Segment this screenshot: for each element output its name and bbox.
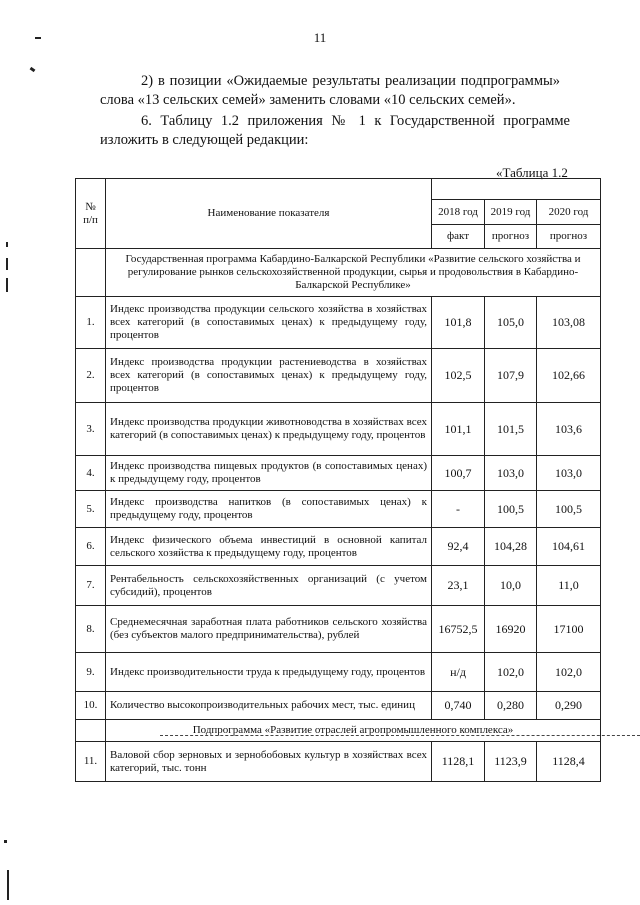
table-row	[76, 297, 601, 349]
header-kind-2019: прогноз	[485, 225, 537, 249]
row-number: 3.	[76, 403, 106, 456]
section-num-cell	[76, 249, 106, 297]
value-2018: 101,1	[432, 403, 485, 456]
row-number: 2.	[76, 349, 106, 403]
value-2019: 107,9	[485, 349, 537, 403]
section-row	[76, 249, 601, 297]
table-row	[76, 403, 601, 456]
header-year-2019: 2019 год	[485, 200, 537, 225]
value-2019: 10,0	[485, 566, 537, 606]
value-2020: 100,5	[537, 491, 601, 528]
value-2020: 104,61	[537, 528, 601, 566]
value-2018: н/д	[432, 653, 485, 692]
scan-mark	[7, 870, 9, 900]
value-2019: 102,0	[485, 653, 537, 692]
value-2018: 92,4	[432, 528, 485, 566]
table-row	[76, 692, 601, 720]
row-indicator-name: Индекс производства продукции сельского хозяйства в хозяйствах всех категорий (в сопоставимых ценах) к предыдущему году, процентов	[106, 297, 432, 349]
row-indicator-name: Рентабельность сельскохозяйственных организаций (с учетом субсидий), процентов	[106, 566, 432, 606]
value-2020: 102,0	[537, 653, 601, 692]
section-title: Государственная программа Кабардино-Балкарской Республики «Развитие сельского хозяйства и регулирование рынков сельскохозяйственной продукции, сырья и продовольствия в Кабардино-Балкарской Республике»	[106, 249, 601, 297]
value-2019: 105,0	[485, 297, 537, 349]
value-2020: 11,0	[537, 566, 601, 606]
header-name: Наименование показателя	[106, 179, 432, 249]
header-year-2018: 2018 год	[432, 200, 485, 225]
value-2020: 102,66	[537, 349, 601, 403]
row-number: 10.	[76, 692, 106, 720]
row-indicator-name: Индекс производительности труда к предыдущему году, процентов	[106, 653, 432, 692]
value-2019: 100,5	[485, 491, 537, 528]
value-2019: 101,5	[485, 403, 537, 456]
header-year-2020: 2020 год	[537, 200, 601, 225]
page-number: 11	[313, 30, 327, 45]
row-indicator-name: Среднемесячная заработная плата работников сельского хозяйства (без субъектов малого предпринимательства), рублей	[106, 606, 432, 653]
row-number: 11.	[76, 742, 106, 782]
value-2018: 16752,5	[432, 606, 485, 653]
row-number: 6.	[76, 528, 106, 566]
section-row	[76, 720, 601, 742]
paragraph-2: 6. Таблицу 1.2 приложения № 1 к Государственной программе изложить в следующей редакции:	[100, 113, 570, 148]
scan-mark	[6, 242, 8, 247]
value-2018: 23,1	[432, 566, 485, 606]
row-number: 5.	[76, 491, 106, 528]
value-2018: 101,8	[432, 297, 485, 349]
scan-mark	[30, 67, 36, 72]
row-indicator-name: Индекс производства продукции растениеводства в хозяйствах всех категорий (в сопоставимых ценах) к предыдущему году, процентов	[106, 349, 432, 403]
row-indicator-name: Валовой сбор зерновых и зернобобовых культур в хозяйствах всех категорий, тыс. тонн	[106, 742, 432, 782]
scan-mark	[6, 258, 8, 270]
scan-mark	[6, 278, 8, 292]
table-row	[76, 528, 601, 566]
value-2019: 16920	[485, 606, 537, 653]
indicators-table	[75, 178, 601, 782]
value-2020: 1128,4	[537, 742, 601, 782]
value-2020: 103,0	[537, 456, 601, 491]
table-row	[76, 606, 601, 653]
section-title: Подпрограмма «Развитие отраслей агропромышленного комплекса»	[106, 720, 601, 742]
scan-mark	[4, 840, 7, 843]
paragraph-1: 2) в позиции «Ожидаемые результаты реализации подпрограммы» слова «13 сельских семей» заменить словами «10 сельских семей».	[100, 73, 560, 108]
value-2018: 0,740	[432, 692, 485, 720]
section-num-cell	[76, 720, 106, 742]
header-kind-2020: прогноз	[537, 225, 601, 249]
value-2020: 0,290	[537, 692, 601, 720]
table-row	[76, 491, 601, 528]
row-number: 7.	[76, 566, 106, 606]
value-2020: 17100	[537, 606, 601, 653]
value-2020: 103,6	[537, 403, 601, 456]
header-num: № п/п	[76, 179, 106, 249]
value-2018: -	[432, 491, 485, 528]
row-indicator-name: Количество высокопроизводительных рабочих мест, тыс. единиц	[106, 692, 432, 720]
table-row	[76, 566, 601, 606]
value-2019: 104,28	[485, 528, 537, 566]
row-indicator-name: Индекс физического объема инвестиций в основной капитал сельского хозяйства к предыдущему году, процентов	[106, 528, 432, 566]
strike-line	[160, 735, 640, 736]
row-indicator-name: Индекс производства пищевых продуктов (в сопоставимых ценах) к предыдущему году, процентов	[106, 456, 432, 491]
table-row	[76, 653, 601, 692]
value-2019: 103,0	[485, 456, 537, 491]
row-number: 1.	[76, 297, 106, 349]
row-number: 9.	[76, 653, 106, 692]
value-2018: 1128,1	[432, 742, 485, 782]
table-row	[76, 742, 601, 782]
header-blank	[432, 179, 601, 200]
table-row	[76, 349, 601, 403]
value-2018: 102,5	[432, 349, 485, 403]
row-number: 8.	[76, 606, 106, 653]
value-2019: 1123,9	[485, 742, 537, 782]
table-caption: «Таблица 1.2	[496, 165, 568, 180]
value-2019: 0,280	[485, 692, 537, 720]
value-2018: 100,7	[432, 456, 485, 491]
row-number: 4.	[76, 456, 106, 491]
value-2020: 103,08	[537, 297, 601, 349]
table-row	[76, 456, 601, 491]
scan-mark	[35, 37, 41, 39]
row-indicator-name: Индекс производства напитков (в сопоставимых ценах) к предыдущему году, процентов	[106, 491, 432, 528]
header-kind-2018: факт	[432, 225, 485, 249]
row-indicator-name: Индекс производства продукции животноводства в хозяйствах всех категорий (в сопоставимых ценах) к предыдущему году, процентов	[106, 403, 432, 456]
